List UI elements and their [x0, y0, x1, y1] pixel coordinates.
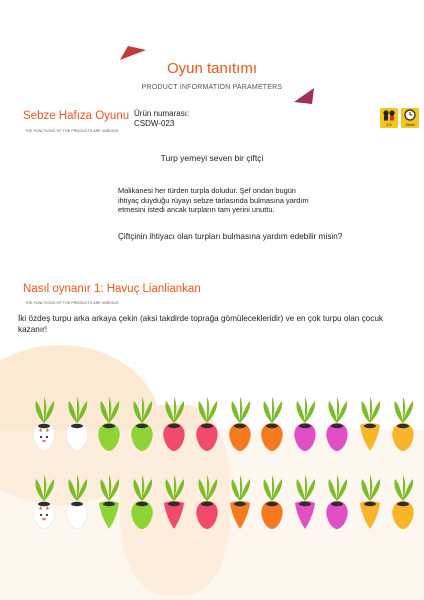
product-number-label: Ürün numarası:: [134, 109, 190, 118]
magenta-radish-icon: [291, 395, 319, 455]
green-radish-icon: [128, 395, 156, 455]
page-title: Oyun tanıtımı: [166, 60, 258, 77]
magenta-radish-icon: [323, 395, 351, 455]
pink-radish-icon: [160, 395, 188, 455]
product-name-caption: THE FUNCTIONS OF THE PRODUCTS ARE VARIOUS: [25, 129, 119, 133]
white-radish-icon: [63, 395, 91, 455]
yellow-radish-icon: [389, 473, 417, 533]
orange-radish-icon: [226, 395, 254, 455]
children-icon: [380, 108, 398, 122]
green-radish-icon: [128, 473, 156, 533]
story-question: Çiftçinin ihtiyacı olan turpları bulmasına yardım edebilir misin?: [118, 232, 343, 241]
story-heading: Turp yemeyi seven bir çiftçi: [160, 153, 264, 163]
howto-caption: THE FUNCTIONS OF THE PRODUCTS ARE VARIOUS: [25, 301, 119, 305]
vegetable-illustration: [0, 395, 424, 545]
pink-radish-icon: [193, 395, 221, 455]
story-paragraph: Malikanesi her türden turpla doludur. Şef ondan bugün ihtiyaç duyduğu rüyayı sebze tarlasında bulmasına yardım etmesini istedi ancak turpların tam yerini unuttu.: [118, 186, 309, 214]
product-name: Sebze Hafıza Oyunu: [23, 110, 130, 122]
play-time-badge: 15min: [401, 108, 419, 128]
page-subtitle: PRODUCT INFORMATION PARAMETERS: [141, 84, 283, 91]
yellow-carrot-icon: [356, 473, 384, 533]
howto-text: İki özdeş turpu arka arkaya çekin (aksi takdirde toprağa gömülecekleridir) ve en çok turpu olan çocuk kazanır!: [18, 314, 383, 334]
pink-radish-icon: [193, 473, 221, 533]
howto-title: Nasıl oynanır 1: Havuç Lianliankan: [23, 283, 201, 295]
yellow-radish-icon: [389, 395, 417, 455]
rabbit-radish-icon: [30, 395, 58, 455]
white-radish-icon: [63, 473, 91, 533]
green-carrot-icon: [95, 473, 123, 533]
pink-carrot-icon: [160, 473, 188, 533]
orange-carrot-icon: [226, 473, 254, 533]
magenta-carrot-icon: [291, 473, 319, 533]
magenta-radish-icon: [323, 473, 351, 533]
orange-radish-icon: [258, 473, 286, 533]
rabbit-radish-icon: [30, 473, 58, 533]
clock-icon: [401, 108, 419, 122]
product-number-value: CSDW-023: [134, 119, 175, 128]
player-count-badge: 2-4: [380, 108, 398, 128]
yellow-carrot-icon: [356, 395, 384, 455]
orange-radish-icon: [258, 395, 286, 455]
green-radish-icon: [95, 395, 123, 455]
